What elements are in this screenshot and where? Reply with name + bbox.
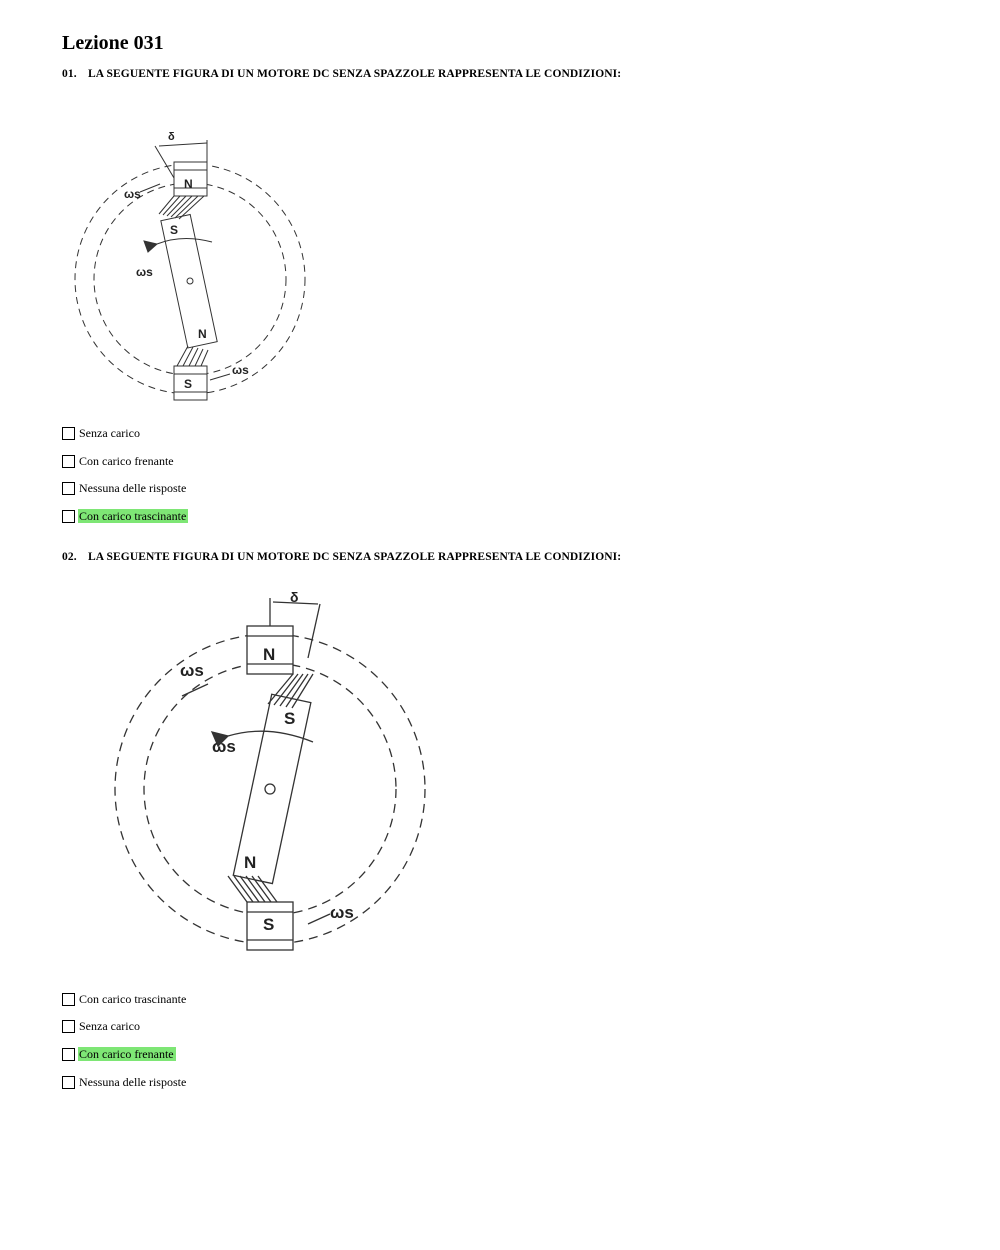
omega-label: ωs: [330, 903, 354, 922]
answer-option[interactable]: [62, 1074, 188, 1090]
rotor-pole-bottom-label: N: [198, 327, 207, 341]
delta-label: δ: [168, 131, 175, 143]
answer-checkbox[interactable]: [62, 1076, 75, 1089]
answer-label-correct: Con carico trascinante: [79, 509, 187, 523]
answer-option[interactable]: [62, 480, 188, 496]
question-number: 02.: [62, 551, 77, 563]
question-text: LA SEGUENTE FIGURA DI UN MOTORE DC SENZA SPAZZOLE RAPPRESENTA LE CONDIZIONI:: [88, 551, 622, 563]
rotor-pole-top-label: S: [284, 709, 296, 728]
rotor-pole-bottom-label: N: [244, 853, 257, 872]
question-text: LA SEGUENTE FIGURA DI UN MOTORE DC SENZA SPAZZOLE RAPPRESENTA LE CONDIZIONI:: [88, 68, 622, 80]
answer-label: Senza carico: [79, 426, 140, 440]
answer-option[interactable]: [62, 1018, 142, 1034]
question-title-1: [62, 68, 621, 80]
answer-option[interactable]: [62, 508, 188, 524]
motor-diagram-2: [108, 584, 438, 956]
stator-pole-top-label: N: [184, 177, 193, 191]
answer-option[interactable]: [62, 453, 176, 469]
answer-label: Nessuna delle risposte: [79, 481, 187, 495]
answer-option[interactable]: [62, 425, 142, 441]
omega-label: ωs: [232, 363, 249, 377]
answer-checkbox[interactable]: [62, 1020, 75, 1033]
omega-label: ωs: [212, 737, 236, 756]
answer-label-correct: Con carico frenante: [79, 1047, 174, 1061]
answer-checkbox[interactable]: [62, 993, 75, 1006]
delta-label: δ: [290, 589, 299, 605]
rotor-pole-top-label: S: [170, 223, 179, 237]
answer-option[interactable]: [62, 1046, 176, 1062]
stator-pole-bottom-label: S: [263, 915, 275, 934]
answer-label: Con carico frenante: [79, 454, 174, 468]
motor-diagram-1: [62, 126, 318, 408]
answer-checkbox[interactable]: [62, 482, 75, 495]
omega-label: ωs: [124, 187, 141, 201]
answer-checkbox[interactable]: [62, 510, 75, 523]
question-number: 01.: [62, 68, 77, 80]
stator-pole-top-label: N: [263, 645, 276, 664]
answer-checkbox[interactable]: [62, 1048, 75, 1061]
answer-checkbox[interactable]: [62, 427, 75, 440]
omega-label: ωs: [180, 661, 204, 680]
answer-label: Con carico trascinante: [79, 992, 187, 1006]
answer-label: Senza carico: [79, 1019, 140, 1033]
answer-checkbox[interactable]: [62, 455, 75, 468]
question-title-2: [62, 551, 621, 563]
omega-label: ωs: [136, 265, 153, 279]
answer-label: Nessuna delle risposte: [79, 1075, 187, 1089]
page-title: Lezione 031: [62, 32, 164, 54]
answer-option[interactable]: [62, 991, 188, 1007]
stator-pole-bottom-label: S: [184, 377, 193, 391]
